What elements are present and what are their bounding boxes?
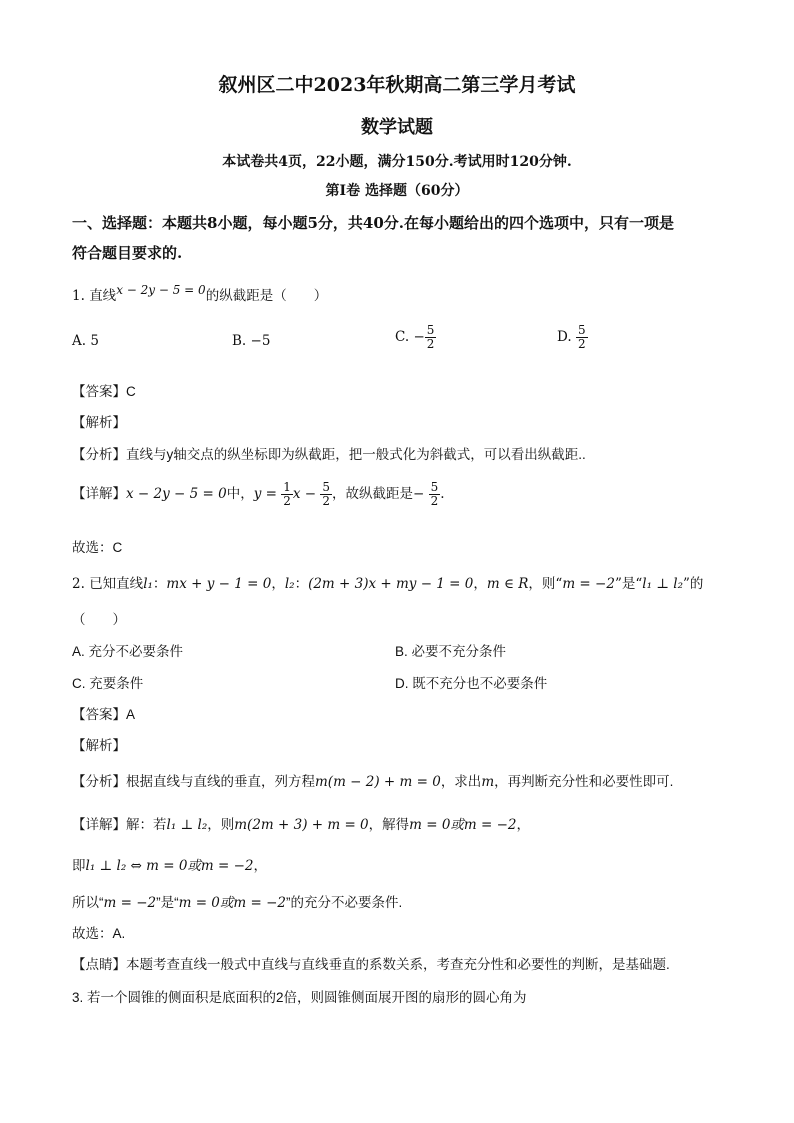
q2-detail: [72, 813, 530, 833]
q2-colon-2: ：: [294, 576, 309, 592]
q1-detail-fraction-3-num: 5: [430, 480, 439, 494]
q1-detail-tag: 【详解】: [72, 486, 126, 501]
q1-stem: [72, 284, 327, 304]
q1-stem-b: 的纵截距是（ ）: [205, 288, 328, 304]
q1-fenxi-text: 直线与y轴交点的纵坐标即为纵截距，把一般式化为斜截式，可以看出纵截距..: [126, 447, 586, 462]
q2-comma-1: ，: [271, 576, 285, 592]
q2-option-b: B. 必要不充分条件: [395, 644, 507, 659]
q1-option-d-numerator: 5: [577, 323, 586, 337]
q2-detail-equation: m(2m + 3) + m = 0: [234, 817, 369, 833]
section-heading-line2: 符合题目要求的.: [72, 244, 183, 262]
q2-stem: [72, 572, 703, 592]
q2-option-c: C. 充要条件: [72, 676, 144, 691]
q1-detail-fraction-1: [281, 481, 293, 508]
q1-detail-fraction-2: [320, 481, 332, 508]
q2-answer: 【答案】A: [72, 707, 136, 722]
q2-stem-b: ，则“: [528, 576, 563, 592]
q1-detail-equation: x − 2y − 5 = 0: [126, 486, 227, 502]
q1-option-d-denominator: 2: [577, 337, 586, 351]
q2-condition-1: m = −2: [562, 576, 615, 592]
q2-analysis-label: 【解析】: [72, 738, 126, 753]
q1-option-b: B. −5: [232, 333, 271, 349]
q1-option-c-fraction: [425, 324, 437, 351]
q2-line3-condition-2: m = 0或m = −2: [178, 895, 286, 911]
q2-detail-solution: m = 0或m = −2: [409, 817, 517, 833]
exam-title: 叙州区二中2023年秋期高二第三学月考试: [218, 74, 576, 96]
q2-detail-text-c: ，解得: [368, 817, 410, 832]
q2-line3-text-c: ”的充分不必要条件.: [286, 895, 403, 910]
q1-option-a: A. 5: [72, 333, 99, 349]
q1-option-d-label: D.: [557, 329, 572, 345]
q1-option-c-denominator: 2: [426, 337, 435, 351]
q1-detail-fraction-1-den: 2: [283, 494, 291, 508]
q1-detail-y: y =: [253, 486, 277, 502]
exam-note: 本试卷共4页，22小题，满分150分.考试用时120分钟.: [222, 154, 572, 170]
q1-detail-fraction-3: [429, 481, 441, 508]
q1-option-d: [557, 324, 588, 351]
q1-option-d-fraction: [576, 324, 588, 351]
q2-detail-text-d: ，: [516, 817, 531, 832]
q2-fenxi-text-b: ，求出: [440, 774, 482, 789]
q2-detail-text-b: ，则: [207, 817, 235, 832]
q2-detail-perp: l₁ ⊥ l₂: [166, 817, 208, 833]
q2-l2: l₂: [284, 576, 295, 592]
q2-comment-text: 本题考查直线一般式中直线与直线垂直的系数关系，考查充分性和必要性的判断，是基础题.: [126, 957, 670, 972]
q1-detail-minus: −: [413, 486, 425, 502]
q1-detail-text-b: 中，: [226, 486, 254, 502]
q1-detail: [72, 481, 445, 508]
q2-option-a: A. 充分不必要条件: [72, 644, 184, 659]
q2-line2-text-b: ，: [253, 858, 268, 873]
q3-number: 3.: [72, 990, 84, 1005]
q2-line2-text-a: 即: [72, 858, 86, 873]
q2-detail-text-a: 解：若: [126, 817, 167, 832]
q1-option-c-label: C.: [395, 329, 410, 345]
q2-eq2: (2m + 3)x + my − 1 = 0: [308, 576, 474, 592]
q1-detail-fraction-3-den: 2: [430, 494, 439, 508]
q2-line3-text-a: 所以“: [72, 895, 104, 910]
q1-answer: 【答案】C: [72, 384, 136, 399]
q1-detail-fraction-2-den: 2: [322, 494, 331, 508]
q2-line-conclusion: [72, 891, 402, 911]
q1-fenxi: [72, 443, 586, 463]
q3-stem: [72, 986, 527, 1006]
q1-choose: 故选：C: [72, 540, 123, 555]
q2-stem-d: ”的: [683, 576, 704, 592]
q2-fenxi-m: m: [481, 774, 495, 790]
q2-eq1: mx + y − 1 = 0: [166, 576, 272, 592]
part-heading: 第I卷 选择题（60分）: [325, 183, 469, 199]
q2-condition-2: l₁ ⊥ l₂: [642, 576, 683, 592]
q1-detail-text-c: ，故纵截距是: [332, 486, 414, 502]
q2-line3-text-b: ”是“: [156, 895, 179, 910]
q2-line-equivalence: [72, 854, 267, 874]
q2-stem-c: ”是“: [614, 576, 643, 592]
q2-stem-a: 已知直线: [89, 576, 144, 592]
q2-colon-1: ：: [152, 576, 167, 592]
q3-stem-text: 若一个圆锥的侧面积是底面积的2倍，则圆锥侧面展开图的扇形的圆心角为: [87, 990, 527, 1005]
q2-option-d: D. 既不充分也不必要条件: [395, 676, 548, 691]
q1-stem-a: 直线: [89, 288, 117, 304]
q1-detail-end: .: [440, 486, 445, 502]
q2-number: 2.: [72, 576, 85, 592]
q1-option-c-numerator: 5: [426, 323, 435, 337]
section-heading-line1: 一、选择题：本题共8小题，每小题5分，共40分.在每小题给出的四个选项中，只有一项是: [72, 214, 674, 232]
q2-comma-2: ，: [473, 576, 487, 592]
q2-line3-condition-1: m = −2: [103, 895, 157, 911]
q1-detail-x: x −: [292, 486, 317, 502]
q2-fenxi-tag: 【分析】: [72, 774, 126, 789]
q2-choose: 故选：A.: [72, 926, 126, 941]
q2-paren: （ ）: [72, 612, 126, 628]
subject-title: 数学试题: [361, 117, 433, 138]
q1-equation: x − 2y − 5 = 0: [116, 283, 206, 297]
q2-line2-equivalence: l₁ ⊥ l₂ ⇔ m = 0或m = −2: [85, 858, 254, 874]
q2-domain: m ∈ R: [486, 576, 529, 592]
q1-fenxi-tag: 【分析】: [72, 447, 126, 462]
q2-fenxi: [72, 770, 673, 790]
q2-fenxi-text-c: ，再判断充分性和必要性即可.: [494, 774, 674, 789]
q1-option-c-sign: −: [413, 329, 425, 345]
q1-number: 1.: [72, 288, 85, 304]
q1-detail-fraction-2-num: 5: [322, 480, 331, 494]
q2-fenxi-text-a: 根据直线与直线的垂直，列方程: [126, 774, 315, 789]
q1-detail-fraction-1-num: 1: [283, 480, 291, 494]
q2-fenxi-equation: m(m − 2) + m = 0: [315, 774, 441, 790]
q2-detail-tag: 【详解】: [72, 817, 126, 832]
q2-comment-tag: 【点睛】: [72, 957, 126, 972]
q1-analysis-label: 【解析】: [72, 415, 126, 430]
q1-option-c: [395, 324, 436, 351]
q2-l1: l₁: [143, 576, 153, 592]
q2-comment: [72, 953, 670, 973]
